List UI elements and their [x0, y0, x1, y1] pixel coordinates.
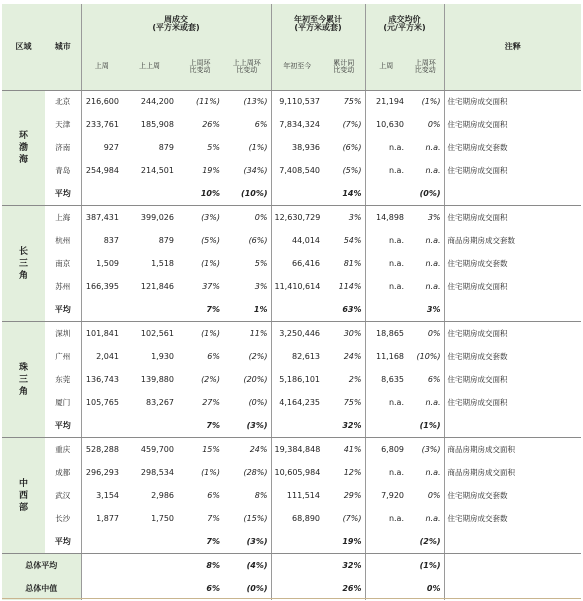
header-ytd-yoy [323, 44, 365, 90]
avg-ytd-yoy-change: 19% [323, 531, 365, 554]
header-price-wow-line2: 比变动 [414, 65, 436, 74]
ytd-yoy-change: 75% [343, 96, 362, 106]
empty-cell [444, 531, 581, 554]
note-text: 商品房期房成交面积 [444, 438, 581, 461]
city-name: 深圳 [55, 328, 71, 338]
table-row [2, 345, 581, 368]
ytd-volume: 44,014 [271, 229, 323, 252]
ytd-volume: 10,605,984 [271, 461, 323, 484]
avg-wow-change: 7% [177, 415, 223, 438]
region-average-row [2, 299, 581, 322]
prev-wow-change: (0%) [248, 398, 268, 408]
city-name: 苏州 [55, 282, 71, 292]
ytd-volume: 7,408,540 [271, 160, 323, 183]
header-ytd-group [271, 4, 365, 44]
prev-wow-change: (2%) [248, 351, 268, 361]
avg-wow-change: 7% [177, 531, 223, 554]
ytd-yoy-change: (7%) [342, 119, 362, 129]
table-row [2, 90, 581, 113]
prev-wow-change: (28%) [243, 467, 268, 477]
avg-price: n.a. [365, 252, 407, 275]
region-label [2, 322, 45, 438]
total-price-change: 0% [426, 583, 441, 593]
week-before-volume: 298,534 [140, 467, 174, 477]
region-average-row [2, 531, 581, 554]
ytd-volume: 4,164,235 [271, 391, 323, 414]
price-change: n.a. [425, 235, 441, 245]
table-row [2, 252, 581, 275]
price-change: (3%) [421, 444, 441, 454]
table-row [2, 461, 581, 484]
region-average-row [2, 415, 581, 438]
header-price-group [365, 4, 444, 44]
last-week-volume: 101,841 [81, 322, 122, 345]
prev-wow-change: (15%) [243, 513, 268, 523]
last-week-volume: 837 [81, 229, 122, 252]
last-week-volume: 528,288 [81, 438, 122, 461]
region-name: 环渤海 [18, 130, 28, 166]
bottom-rule [2, 598, 581, 599]
empty-cell [81, 554, 122, 577]
empty-cell [365, 531, 407, 554]
price-change: 3% [427, 212, 441, 222]
price-change: n.a. [425, 282, 441, 292]
last-week-volume: 296,293 [81, 461, 122, 484]
note-text: 商品房期房成交套数 [444, 229, 581, 252]
city-name: 厦门 [55, 398, 71, 408]
empty-cell [81, 183, 122, 206]
housing-transactions-table [2, 4, 581, 600]
avg-price: 18,865 [365, 322, 407, 345]
city-name: 广州 [55, 351, 71, 361]
avg-price-change: (0%) [407, 183, 444, 206]
empty-cell [122, 554, 177, 577]
header-weekly-unit: (平方米或套) [152, 23, 200, 32]
city-name: 东莞 [55, 375, 71, 385]
city-name: 长沙 [55, 514, 71, 524]
last-week-volume: 3,154 [81, 484, 122, 507]
header-price-last-week: 上周 [365, 44, 407, 90]
table-row [2, 322, 581, 345]
ytd-yoy-change: (5%) [342, 166, 362, 176]
ytd-yoy-change: (6%) [342, 142, 362, 152]
week-before-volume: 1,750 [151, 513, 174, 523]
last-week-volume: 136,743 [81, 368, 122, 391]
empty-cell [81, 531, 122, 554]
note-text: 住宅期房成交面积 [444, 113, 581, 136]
week-before-volume: 102,561 [140, 328, 174, 338]
ytd-yoy-change: 75% [343, 398, 362, 408]
avg-price-change: (2%) [407, 531, 444, 554]
avg-price: n.a. [365, 461, 407, 484]
empty-cell [444, 183, 581, 206]
table-row [2, 136, 581, 159]
empty-cell [271, 299, 323, 322]
region-label [2, 90, 45, 206]
region-average-row [2, 183, 581, 206]
note-text: 住宅期房成交套数 [444, 136, 581, 159]
table-row [2, 229, 581, 252]
table-row [2, 206, 581, 229]
header-ytd-title: 年初至今累计 [294, 15, 342, 24]
price-change: 0% [427, 490, 441, 500]
avg-price-change: 3% [407, 299, 444, 322]
week-before-volume: 1,518 [151, 258, 174, 268]
empty-cell [122, 183, 177, 206]
header-weekly-group [81, 4, 271, 44]
header-row-groups [2, 4, 581, 44]
price-change: n.a. [425, 142, 441, 152]
week-before-volume: 459,700 [140, 444, 174, 454]
total-row [2, 577, 581, 600]
ytd-yoy-change: 41% [343, 444, 362, 454]
header-ytd-yoy-line1: 累计同 [333, 58, 355, 67]
header-price-wow-line1: 上周环 [414, 58, 436, 67]
header-weekly-title: 周成交 [164, 15, 188, 24]
wow-change: 15% [202, 444, 220, 454]
prev-wow-change: (6%) [248, 235, 268, 245]
price-change: n.a. [425, 398, 441, 408]
wow-change: 19% [202, 166, 220, 176]
table-row [2, 438, 581, 461]
prev-wow-change: 11% [249, 328, 268, 338]
total-ytd-yoy-change: 26% [342, 583, 362, 593]
avg-price: n.a. [365, 136, 407, 159]
note-text: 住宅期房成交面积 [444, 322, 581, 345]
wow-change: 37% [202, 282, 220, 292]
avg-price: 14,898 [365, 206, 407, 229]
header-region: 区域 [2, 4, 45, 90]
prev-wow-change: (1%) [248, 142, 268, 152]
table-body [2, 4, 581, 600]
ytd-volume: 82,613 [271, 345, 323, 368]
price-change: n.a. [425, 467, 441, 477]
empty-cell [365, 183, 407, 206]
prev-wow-change: 6% [254, 119, 268, 129]
empty-cell [444, 299, 581, 322]
avg-price-change: (1%) [407, 415, 444, 438]
price-change: 0% [427, 328, 441, 338]
ytd-volume: 7,834,324 [271, 113, 323, 136]
empty-cell [444, 554, 581, 577]
week-before-volume: 2,986 [151, 490, 174, 500]
table-row [2, 507, 581, 530]
ytd-volume: 5,186,101 [271, 368, 323, 391]
total-label: 总体中值 [2, 577, 81, 600]
header-ytd: 年初至今 [271, 44, 323, 90]
header-notes: 注释 [444, 4, 581, 90]
note-text: 住宅期房成交套数 [444, 484, 581, 507]
wow-change: 7% [207, 513, 220, 523]
ytd-yoy-change: 12% [343, 467, 362, 477]
ytd-volume: 66,416 [271, 252, 323, 275]
wow-change: (5%) [201, 235, 220, 245]
wow-change: (1%) [201, 258, 220, 268]
total-prev-wow-change: (0%) [246, 583, 268, 593]
header-week-before: 上上周 [122, 44, 177, 90]
empty-cell [122, 577, 177, 600]
city-name: 天津 [55, 120, 71, 130]
ytd-volume: 38,936 [271, 136, 323, 159]
week-before-volume: 139,880 [140, 374, 174, 384]
header-ytd-yoy-line2: 比变动 [333, 65, 355, 74]
note-text: 商品房期房成交面积 [444, 461, 581, 484]
last-week-volume: 387,431 [81, 206, 122, 229]
header-wow-change-line2: 比变动 [189, 65, 211, 74]
prev-wow-change: (20%) [243, 374, 268, 384]
wow-change: (3%) [201, 212, 220, 222]
empty-cell [122, 531, 177, 554]
avg-price: n.a. [365, 229, 407, 252]
week-before-volume: 244,200 [140, 96, 174, 106]
region-name: 珠三角 [18, 362, 28, 397]
city-name: 南京 [55, 259, 71, 269]
header-wow-change [177, 44, 223, 90]
avg-ytd-yoy-change: 63% [323, 299, 365, 322]
ytd-volume: 68,890 [271, 507, 323, 530]
wow-change: (2%) [201, 374, 220, 384]
last-week-volume: 233,761 [81, 113, 122, 136]
table-row [2, 160, 581, 183]
ytd-yoy-change: 3% [348, 212, 362, 222]
ytd-yoy-change: 29% [343, 490, 362, 500]
average-label: 平均 [45, 415, 81, 438]
empty-cell [271, 577, 323, 600]
region-label [2, 206, 45, 322]
last-week-volume: 254,984 [81, 160, 122, 183]
wow-change: 6% [207, 490, 220, 500]
city-name: 重庆 [55, 444, 71, 454]
city-name: 杭州 [55, 235, 71, 245]
total-wow-change: 8% [206, 560, 220, 570]
header-prev-wow-line1: 上上周环 [232, 58, 261, 67]
ytd-yoy-change: 24% [343, 351, 362, 361]
wow-change: 27% [202, 398, 220, 408]
prev-wow-change: 5% [254, 258, 268, 268]
header-prev-wow-line2: 比变动 [236, 65, 258, 74]
avg-prev-wow-change: (10%) [223, 183, 271, 206]
last-week-volume: 1,509 [81, 252, 122, 275]
total-ytd-yoy-change: 32% [342, 560, 362, 570]
header-prev-wow-change [223, 44, 271, 90]
table-row [2, 368, 581, 391]
last-week-volume: 2,041 [81, 345, 122, 368]
price-change: (10%) [416, 351, 441, 361]
header-ytd-unit: (平方米或套) [294, 23, 342, 32]
total-price-change: (1%) [419, 560, 441, 570]
table-row [2, 113, 581, 136]
avg-price: 8,635 [365, 368, 407, 391]
empty-cell [81, 577, 122, 600]
ytd-volume: 9,110,537 [271, 90, 323, 113]
ytd-volume: 19,384,848 [271, 438, 323, 461]
city-name: 武汉 [55, 491, 71, 501]
note-text: 住宅期房成交面积 [444, 276, 581, 299]
empty-cell [365, 415, 407, 438]
city-name: 北京 [55, 97, 71, 107]
note-text: 住宅期房成交面积 [444, 160, 581, 183]
header-last-week: 上周 [81, 44, 122, 90]
wow-change: 5% [207, 142, 220, 152]
avg-price: 21,194 [365, 90, 407, 113]
week-before-volume: 879 [158, 142, 174, 152]
week-before-volume: 214,501 [140, 166, 174, 176]
header-wow-change-line1: 上周环 [189, 58, 211, 67]
wow-change: 26% [202, 119, 220, 129]
avg-wow-change: 7% [177, 299, 223, 322]
empty-cell [122, 299, 177, 322]
empty-cell [444, 415, 581, 438]
empty-cell [122, 415, 177, 438]
wow-change: 6% [207, 351, 220, 361]
ytd-volume: 111,514 [271, 484, 323, 507]
region-name: 长三角 [18, 246, 28, 281]
ytd-yoy-change: 2% [348, 374, 362, 384]
avg-price: 10,630 [365, 113, 407, 136]
city-name: 上海 [55, 213, 71, 223]
avg-price: n.a. [365, 276, 407, 299]
average-label: 平均 [45, 299, 81, 322]
prev-wow-change: 3% [254, 282, 268, 292]
wow-change: (1%) [201, 328, 220, 338]
prev-wow-change: 0% [254, 212, 268, 222]
wow-change: (11%) [195, 96, 220, 106]
price-change: n.a. [425, 513, 441, 523]
avg-price: 7,920 [365, 484, 407, 507]
last-week-volume: 927 [81, 136, 122, 159]
ytd-yoy-change: (7%) [342, 513, 362, 523]
price-change: 0% [427, 119, 441, 129]
avg-ytd-yoy-change: 32% [323, 415, 365, 438]
note-text: 住宅期房成交面积 [444, 90, 581, 113]
week-before-volume: 1,930 [151, 351, 174, 361]
header-price-title: 成交均价 [388, 15, 421, 24]
week-before-volume: 185,908 [140, 119, 174, 129]
empty-cell [81, 415, 122, 438]
avg-price: n.a. [365, 391, 407, 414]
header-price-unit: (元/平方米) [383, 23, 426, 32]
note-text: 住宅期房成交面积 [444, 368, 581, 391]
avg-wow-change: 10% [177, 183, 223, 206]
empty-cell [81, 299, 122, 322]
empty-cell [444, 577, 581, 600]
avg-prev-wow-change: (3%) [223, 531, 271, 554]
ytd-volume: 3,250,446 [271, 322, 323, 345]
prev-wow-change: (13%) [243, 96, 268, 106]
ytd-volume: 11,410,614 [271, 276, 323, 299]
wow-change: (1%) [201, 467, 220, 477]
ytd-yoy-change: 81% [343, 258, 362, 268]
last-week-volume: 105,765 [81, 391, 122, 414]
week-before-volume: 399,026 [140, 212, 174, 222]
week-before-volume: 83,267 [146, 398, 174, 408]
avg-price: n.a. [365, 160, 407, 183]
city-name: 成都 [55, 467, 71, 477]
table-row [2, 391, 581, 414]
avg-prev-wow-change: 1% [223, 299, 271, 322]
price-change: n.a. [425, 258, 441, 268]
empty-cell [271, 415, 323, 438]
note-text: 住宅期房成交面积 [444, 206, 581, 229]
region-label [2, 438, 45, 554]
price-change: (1%) [421, 96, 441, 106]
avg-ytd-yoy-change: 14% [323, 183, 365, 206]
empty-cell [271, 183, 323, 206]
note-text: 住宅期房成交面积 [444, 391, 581, 414]
price-change: n.a. [425, 166, 441, 176]
header-city: 城市 [45, 4, 81, 90]
ytd-yoy-change: 54% [343, 235, 362, 245]
total-row [2, 554, 581, 577]
empty-cell [271, 531, 323, 554]
week-before-volume: 121,846 [140, 282, 174, 292]
average-label: 平均 [45, 183, 81, 206]
last-week-volume: 166,395 [81, 276, 122, 299]
price-change: 6% [427, 374, 441, 384]
last-week-volume: 216,600 [81, 90, 122, 113]
total-wow-change: 6% [206, 583, 220, 593]
empty-cell [365, 577, 407, 600]
avg-price: n.a. [365, 507, 407, 530]
table-row [2, 484, 581, 507]
region-name: 中西部 [18, 478, 28, 513]
avg-price: 11,168 [365, 345, 407, 368]
empty-cell [271, 554, 323, 577]
city-name: 青岛 [55, 166, 71, 176]
ytd-yoy-change: 114% [338, 282, 362, 292]
empty-cell [365, 299, 407, 322]
note-text: 住宅期房成交套数 [444, 345, 581, 368]
week-before-volume: 879 [158, 235, 174, 245]
total-label: 总体平均 [2, 554, 81, 577]
table-row [2, 276, 581, 299]
total-prev-wow-change: (4%) [246, 560, 268, 570]
prev-wow-change: (34%) [243, 166, 268, 176]
avg-price: 6,809 [365, 438, 407, 461]
prev-wow-change: 24% [249, 444, 268, 454]
last-week-volume: 1,877 [81, 507, 122, 530]
average-label: 平均 [45, 531, 81, 554]
header-price-wow [407, 44, 444, 90]
empty-cell [365, 554, 407, 577]
note-text: 住宅期房成交套数 [444, 507, 581, 530]
ytd-volume: 12,630,729 [271, 206, 323, 229]
avg-prev-wow-change: (3%) [223, 415, 271, 438]
prev-wow-change: 8% [254, 490, 268, 500]
note-text: 住宅期房成交套数 [444, 252, 581, 275]
ytd-yoy-change: 30% [343, 328, 362, 338]
city-name: 济南 [55, 143, 71, 153]
